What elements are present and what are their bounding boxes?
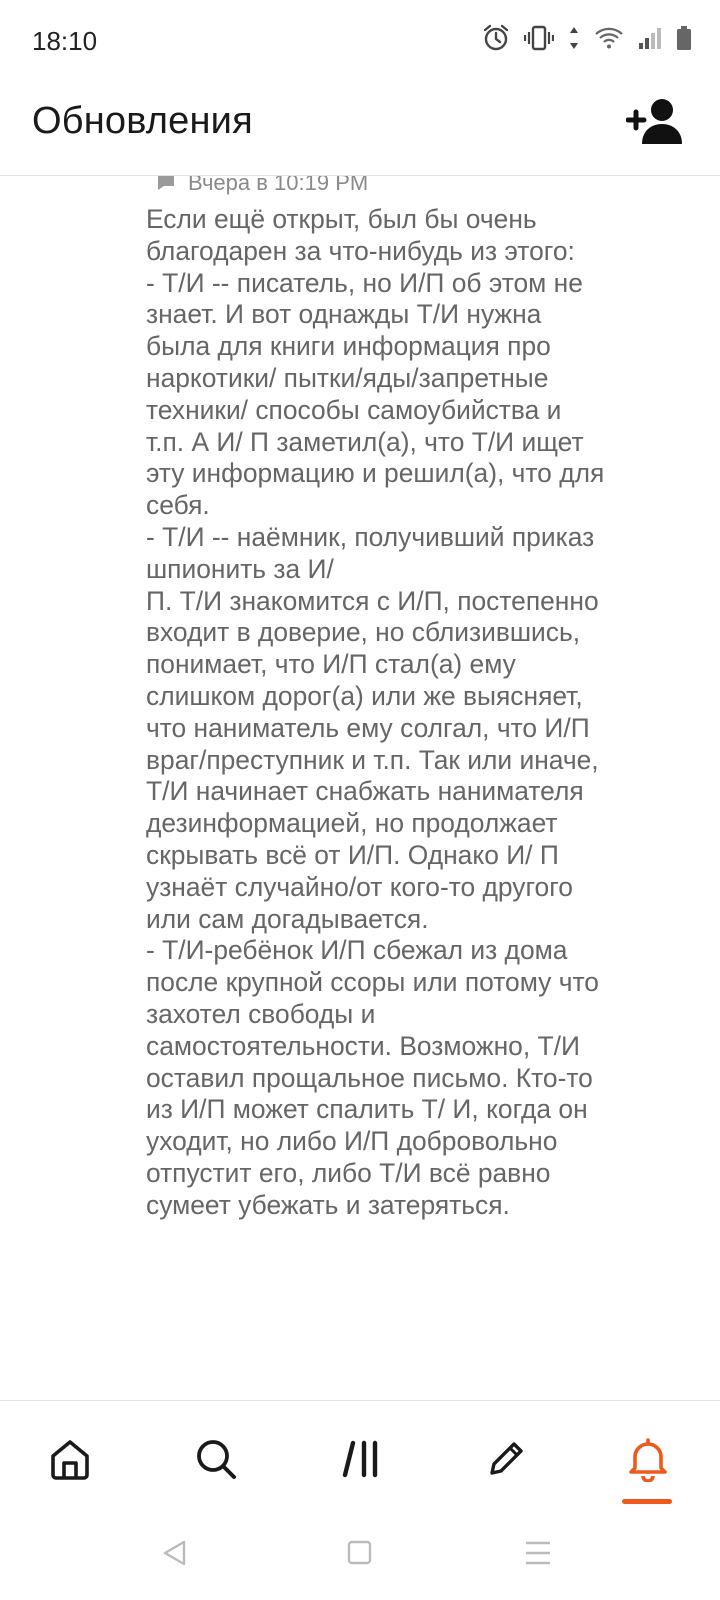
library-icon [340,1437,384,1481]
status-time: 18:10 [32,26,98,56]
nav-search[interactable] [188,1431,244,1487]
system-home-button[interactable] [346,1538,374,1573]
home-icon [48,1437,92,1481]
back-icon [160,1538,190,1568]
add-user-icon [626,98,686,148]
nav-write[interactable] [478,1431,534,1487]
home-square-icon [346,1538,374,1568]
search-icon [194,1437,238,1481]
comment-flag-icon [156,176,176,191]
post-meta [156,176,368,196]
data-arrows-icon [568,25,580,51]
system-nav-bar [0,1510,720,1600]
wifi-icon [594,26,624,50]
app-header [0,80,720,176]
write-icon [484,1437,528,1481]
battery-icon [676,25,692,51]
status-icons [482,24,692,52]
post-timestamp: Вчера в 10:19 PM [188,176,369,195]
system-menu-button[interactable] [524,1538,552,1573]
alarm-icon [482,24,510,52]
post-content[interactable] [0,176,720,1400]
active-tab-indicator [622,1499,672,1504]
page-title: Обновления [32,100,253,142]
post-message: Если ещё открыт, был бы очень благодарен за что-нибудь из этого: - Т/И -- писатель, но И/П об этом не знает. И вот однажды Т/И нужна была для книги информация про наркотики/ пытки/яды/запретные техники/ способы самоубийства и т.п. А И/ П заметил(а), что Т/И ищет эту информацию и решил(а), что для себя. - Т/И -- наёмник, получивший приказ шпионить за И/ П. Т/И знакомится с И/П, постепенно входит в доверие, но сблизившись, понимает, что И/П стал(а) ему слишком дорог(а) или же выясняет, что наниматель ему солгал, что И/П враг/преступник и т.п. Так или иначе, Т/И начинает снабжать нанимателя дезинформацией, но продолжает скрывать всё от И/П. Однако И/ П узнаёт случайно/от кого-то другого или сам догадывается. - Т/И-ребёнок И/П сбежал из дома после крупной ссоры или потому что захотел свободы и самостоятельности. Возможно, Т/И оставил прощальное письмо. Кто-то из И/П может спалить Т/ И, когда он уходит, но либо И/П добровольно отпустит его, либо Т/И всё равно сумеет убежать и затеряться. [146,204,605,1220]
bottom-nav [0,1400,720,1510]
signal-icon [638,26,662,50]
nav-home[interactable] [42,1431,98,1487]
menu-icon [524,1538,552,1568]
nav-notifications[interactable] [620,1431,676,1487]
status-bar [0,0,720,80]
add-user-button[interactable] [626,98,686,148]
system-back-button[interactable] [160,1538,190,1573]
vibrate-icon [524,25,554,51]
notifications-icon [625,1436,671,1482]
nav-library[interactable] [334,1431,390,1487]
